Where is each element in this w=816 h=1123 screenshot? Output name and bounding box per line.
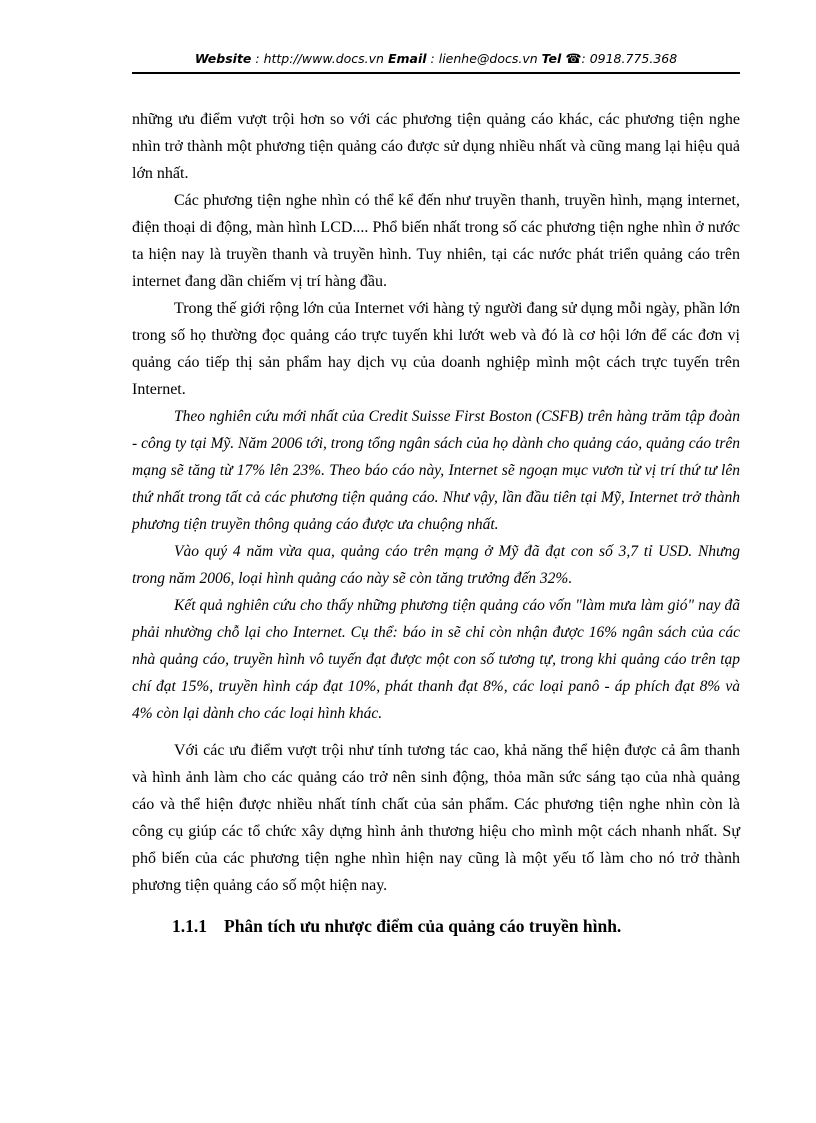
paragraph-5-quote: Vào quý 4 năm vừa qua, quảng cáo trên mạng ở Mỹ đã đạt con số 3,7 tỉ USD. Nhưng trong năm 2006, loại hình quảng cáo này sẽ còn tăng trưởng đến 32%. [132, 543, 740, 587]
phone-icon: ☎ [565, 52, 582, 67]
tel-value: : 0918.775.368 [581, 51, 678, 66]
section-title: Phân tích ưu nhược điểm của quảng cáo truyền hình. [224, 916, 622, 936]
section-heading [172, 913, 740, 940]
page-header [132, 48, 740, 74]
paragraph-1: những ưu điểm vượt trội hơn so với các phương tiện quảng cáo khác, các phương tiện nghe nhìn trở thành một phương tiện quảng cáo được sử dụng nhiều nhất và cũng mang lại hiệu quả lớn nhất. [132, 111, 740, 182]
email-label: Email [387, 51, 427, 66]
website-value: : http://www.docs.vn [255, 51, 384, 66]
paragraph-3: Trong thế giới rộng lớn của Internet với hàng tỷ người đang sử dụng mỗi ngày, phần lớn trong số họ thường đọc quảng cáo trực tuyến khi lướt web và đó là cơ hội lớn để các đơn vị quảng cáo tiếp thị sản phẩm hay dịch vụ của doanh nghiệp mình một cách trực tuyến trên Internet. [132, 300, 740, 398]
paragraph-2: Các phương tiện nghe nhìn có thể kể đến như truyền thanh, truyền hình, mạng internet, điện thoại di động, màn hình LCD.... Phổ biến nhất trong số các phương tiện nghe nhìn ở nước ta hiện nay là truyền thanh và truyền hình. Tuy nhiên, tại các nước phát triển quảng cáo trên internet đang dần chiếm vị trí hàng đầu. [132, 192, 740, 290]
paragraph-4-quote: Theo nghiên cứu mới nhất của Credit Suisse First Boston (CSFB) trên hàng trăm tập đoàn - công ty tại Mỹ. Năm 2006 tới, trong tổng ngân sách của họ dành cho quảng cáo, quảng cáo trên mạng sẽ tăng từ 17% lên 23%. Theo báo cáo này, Internet sẽ ngoạn mục vươn từ vị trí thứ tư lên thứ nhất trong tất cả các phương tiện quảng cáo. Như vậy, lần đầu tiên tại Mỹ, Internet trở thành phương tiện truyền thông quảng cáo được ưa chuộng nhất. [132, 408, 740, 533]
paragraph-6-quote: Kết quả nghiên cứu cho thấy những phương tiện quảng cáo vốn "làm mưa làm gió" nay đã phải nhường chỗ lại cho Internet. Cụ thể: báo in sẽ chỉ còn nhận được 16% ngân sách của các nhà quảng cáo, truyền hình vô tuyến đạt được một con số tương tự, trong khi quảng cáo trên tạp chí đạt 15%, truyền hình cáp đạt 10%, phát thanh đạt 8%, các loại panô - áp phích đạt 8% và 4% còn lại dành cho các loại hình khác. [132, 597, 740, 722]
email-value: : lienhe@docs.vn [430, 51, 538, 66]
section-number: 1.1.1 [172, 916, 207, 936]
website-label: Website [194, 51, 252, 66]
paragraph-7: Với các ưu điểm vượt trội như tính tương tác cao, khả năng thể hiện được cả âm thanh và hình ảnh làm cho các quảng cáo trở nên sinh động, thỏa mãn sức sáng tạo của nhà quảng cáo và thể hiện được nhiều nhất tính chất của sản phẩm. Các phương tiện nghe nhìn còn là công cụ giúp các tổ chức xây dựng hình ảnh thương hiệu cho mình một cách nhanh nhất. Sự phổ biến của các phương tiện nghe nhìn hiện nay cũng là một yếu tố làm cho nó trở thành phương tiện quảng cáo số một hiện nay. [132, 742, 740, 894]
document-body [132, 106, 740, 940]
tel-label: Tel [541, 51, 562, 66]
